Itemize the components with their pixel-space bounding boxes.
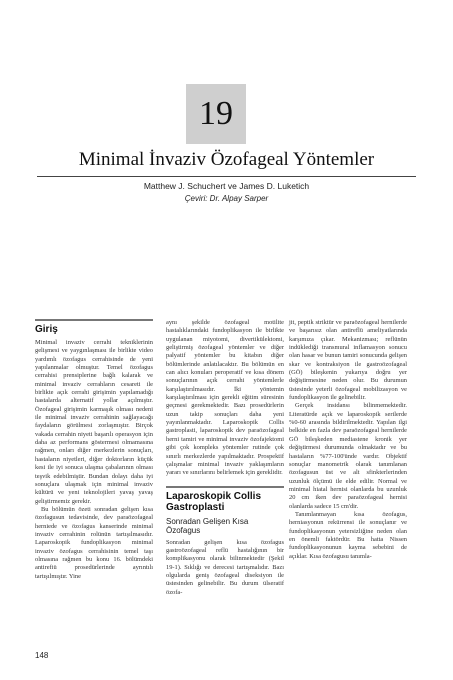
paragraph: jit, peptik striktür ve paraözofageal hernilerde ve başarısız olan antireflü ameliyatlarında karşımıza çıkar. Mekanizması; reflünün indüklediği transmural inflamasyon sonucu olan hasar ve bunun tamiri sonucunda gelişen skar ve kontraksiyon ile gastroözofageal (GÖ) bileşkenin yukarıya doğru yer değiştirmesine neden olur. Bu durumun üstesinde yeterli özofageal mobilizasyon ve fundoplikasyon ile gelinebilir. (289, 319, 407, 402)
section-heading-collis: Laparoskopik Collis Gastroplasti (166, 490, 262, 513)
paragraph: Gerçek insidansı bilinmemektedir. Literatürde açık ve laparoskopik serilerde %0-60 arasında bildirilmektedir. Yapılan ilgi belkide en fazla dev paraözofageal hernilerde GÖ bileşkeden mediastene kronik yer değiştirmesi durumunda olmaktadır ve bu hastaların %77-100'ünde vardır. Objektif sonuçlar manometrik olarak tanımlanan özofagusun üst ve alt sfinkterlerinden uzunluk ölçümü ile elde edilir. Normal ve minimal hiatal hernisi olanlarda bu uzunluk 20 cm iken dev paraözofageal hernisi olanlarda sadece 15 cm'dir. (289, 402, 407, 510)
authors: Matthew J. Schuchert ve James D. Luketich (143, 181, 310, 191)
paragraph: aynı şekilde özofageal motilite hastalıklarındaki fundoplikasyon ile birlikte uygulanan miyotomi, divertikülektomi, geliştirmiş özofageal yöntemler ve diğer palyatif yöntemler bu kitabın diğer bölümlerinde anlatılacaktır. Bu bölümün en can alıcı konuları peroperatif ve kısa dönem sonuçlarının açık cerrahi yöntemlerle karşılaştırılmasıdır. İki yöntemin karşılaştırılması için gerekli eğitim süresinin geçmesi gerekmektedir. Bazı prosedürlerin uzun takip sonuçları daha yeni yayınlanmaktadır. Laparoskopik Collis gastroplasti, laparoskopik dev paraözofageal herni tamiri ve minimal invaziv özofajektomi gibi çok kompleks yöntemler rutinde çok sınırlı merkezlerde yapılmaktadır. Prospektif çalışmalar minimal invaziv yaklaşımların yararı ve sınırlarını belirlemek için gereklidir. (166, 319, 284, 477)
subsection-heading: Sonradan Gelişen Kısa Özofagus (166, 516, 249, 536)
translator: Çeviri: Dr. Alpay Sarper (184, 194, 269, 203)
section-rule (166, 486, 284, 488)
section-rule (35, 319, 153, 321)
title-divider (37, 176, 416, 177)
column-3 (289, 319, 407, 561)
chapter-number-box (186, 84, 246, 144)
chapter-title: Minimal İnvaziv Özofageal Yöntemler (78, 149, 375, 170)
chapter-number: 19 (199, 95, 233, 132)
column-2 (166, 319, 284, 597)
column-1 (35, 319, 153, 581)
paragraph: Tanımlanmayan kısa özofagus, herniasyonun rekürrensi ile sonuçlanır ve fundoplikasyonun yetersizliğine neden olan en önemli faktördür. Bu hatta Nissen fundoplikasyonunun kayma sebebini de açıklar. Kısa özofagusu tanımla- (289, 510, 407, 560)
section-heading-giris: Giriş (35, 324, 58, 335)
paragraph: Sonradan gelişen kısa özofagus gastroözofageal reflü hastalığının bir komplikasyonu olarak bilinmektedir (Şekil 19-1). Sıklığı ve derecesi tartışmalıdır. Bazı olgularda geniş özofageal diseksiyon ile üstesinden gelinebilir. Bu durum ülseratif özofa- (166, 538, 284, 596)
paragraph: Bu bölümün özeti sonradan gelişen kısa özofagusun tedavisinde, dev paraözofageal herniede ve özofagus kanserinde minimal invaziv cerrahinin rolünün tartışılmasıdır. Laparoskopik fundoplikasyon minimal invaziv özofagus cerrahisinin temel taşı olmasına rağmen bu konu 16. bölümdeki antirefiü prosedürlerinde ayrıntılı tartışılmıştır. Yine (35, 505, 153, 580)
page-number: 148 (35, 651, 49, 660)
paragraph: Minimal invaziv cerrahi tekniklerinin gelişmesi ve yaygınlaşması ile birlikte video yardımlı özofagus cerrahisinde de yeni yapılanmalar olmuştur. Temel özofagus cerrahisi prensiplerine bağlı kalarak ve minimal invaziv cerrahların cesareti ile birlikte açık cerrahi girişimin yapılamadığı hastalarda alternatif yollar açılmıştır. Özofageal girişimin karmaşık olması nedeni ile minimal invaziv cerrahinin sağlayacağı faydaların görülmesi zorlaşmıştır. Birçok vakada cerrahin niyeti başarılı operasyon için daha az performans göstermesi olmamasına rağmen, onları diğer merkezlerin sonuçları, hastaların niyetleri, diğer doktorların küçük kesi ile iyi sonuca ulaşma çabalarının olması teşvik edebilmiştir. Bundan dolayı daha iyi sonuçlara ulaşmak için minimal invaziv kültürü ve yeni teknolojileri yavaş yavaş geliştirmemiz gerekir. (35, 339, 153, 505)
